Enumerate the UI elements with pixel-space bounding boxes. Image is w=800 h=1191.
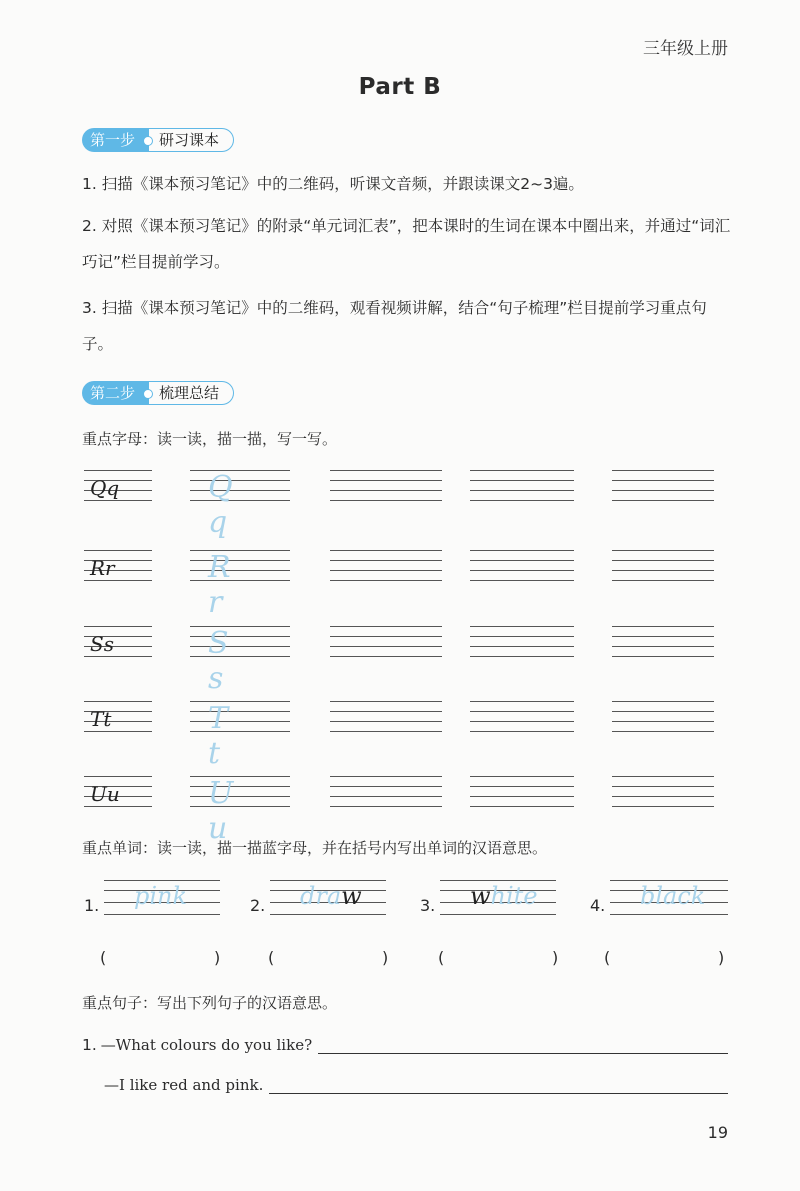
- ruling-line: [612, 721, 714, 722]
- word-number: 4.: [590, 896, 606, 915]
- ruling-line: [470, 490, 574, 491]
- ruling-line: [612, 560, 714, 561]
- step1-number: 第一步: [82, 128, 149, 152]
- letter-writing-box[interactable]: [330, 466, 442, 508]
- word-trace-text: [300, 882, 362, 910]
- step1-item-1: 1. 扫描《课本预习笔记》中的二维码，听课文音频，并跟读课文2~3遍。: [82, 175, 584, 193]
- ruling-line: [470, 500, 574, 501]
- ruling-line: [84, 731, 152, 732]
- ruling-line: [104, 880, 220, 881]
- ruling-line: [330, 560, 442, 561]
- letter-model-box: [84, 546, 152, 588]
- ruling-line: [470, 776, 574, 777]
- ruling-line: [84, 470, 152, 471]
- word-number: 1.: [84, 896, 100, 915]
- sentence-2: [104, 1076, 728, 1094]
- letter-writing-box[interactable]: [612, 546, 714, 588]
- ruling-line: [612, 626, 714, 627]
- ruling-line: [84, 626, 152, 627]
- word-traced-letters: dra: [300, 882, 342, 910]
- word-trace-box[interactable]: [610, 876, 728, 920]
- word-trace-text: [470, 882, 538, 910]
- ruling-line: [330, 711, 442, 712]
- words-heading: 重点单词：读一读，描一描蓝字母，并在括号内写出单词的汉语意思。: [82, 839, 548, 857]
- letter-writing-box[interactable]: [330, 772, 442, 814]
- sentence-1-answer-line[interactable]: [318, 1037, 728, 1054]
- sentence-1-text: —What colours do you like?: [100, 1036, 313, 1054]
- ruling-line: [470, 550, 574, 551]
- ruling-line: [470, 656, 574, 657]
- letter-trace-text: S s: [208, 626, 247, 696]
- ruling-line: [470, 646, 574, 647]
- paren-close-1: ): [214, 948, 221, 967]
- page-title: Part B: [358, 74, 442, 100]
- ruling-line: [330, 806, 442, 807]
- letter-model-box: [84, 466, 152, 508]
- step1-label: 研习课本: [149, 128, 234, 152]
- ruling-line: [470, 570, 574, 571]
- ruling-line: [330, 580, 442, 581]
- letter-trace-text: U u: [208, 776, 252, 846]
- ruling-line: [612, 490, 714, 491]
- ruling-line: [270, 880, 386, 881]
- letter-model-box: [84, 697, 152, 739]
- sentence-2-answer-line[interactable]: [269, 1077, 728, 1094]
- ruling-line: [330, 636, 442, 637]
- ruling-line: [610, 914, 728, 915]
- paren-open-2: (: [268, 948, 275, 967]
- ruling-line: [612, 711, 714, 712]
- ruling-line: [330, 480, 442, 481]
- ruling-line: [470, 470, 574, 471]
- ruling-line: [330, 796, 442, 797]
- ruling-line: [470, 480, 574, 481]
- word-number: 3.: [420, 896, 436, 915]
- word-written-letter: w: [470, 882, 491, 910]
- ruling-line: [84, 776, 152, 777]
- letter-writing-box[interactable]: [470, 546, 574, 588]
- ruling-line: [84, 500, 152, 501]
- letter-trace-box: [190, 546, 290, 620]
- letter-writing-box[interactable]: [612, 772, 714, 814]
- ruling-line: [470, 731, 574, 732]
- step2-badge: [82, 380, 234, 406]
- word-traced-letters: hite: [490, 882, 538, 910]
- letter-writing-box[interactable]: [330, 546, 442, 588]
- letter-writing-box[interactable]: [470, 697, 574, 739]
- sentences-heading: 重点句子：写出下列句子的汉语意思。: [82, 994, 338, 1012]
- ruling-line: [84, 701, 152, 702]
- letter-writing-box[interactable]: [470, 772, 574, 814]
- grade-label: 三年级上册: [643, 39, 728, 59]
- letter-writing-box[interactable]: [470, 622, 574, 664]
- letter-trace-text: T t: [208, 701, 247, 771]
- word-traced-letters: pink: [134, 882, 188, 910]
- ruling-line: [612, 776, 714, 777]
- ruling-line: [470, 636, 574, 637]
- ruling-line: [330, 776, 442, 777]
- ruling-line: [612, 570, 714, 571]
- letter-model-text: Rr: [90, 556, 115, 580]
- word-written-letter: w: [341, 882, 362, 910]
- word-trace-text: [134, 882, 187, 910]
- word-trace-box[interactable]: [440, 876, 556, 920]
- word-trace-box[interactable]: [104, 876, 220, 920]
- ruling-line: [330, 786, 442, 787]
- ruling-line: [612, 580, 714, 581]
- ruling-line: [84, 656, 152, 657]
- sentence-1-number: 1.: [82, 1036, 97, 1054]
- ruling-line: [440, 880, 556, 881]
- ruling-line: [270, 914, 386, 915]
- ruling-line: [610, 880, 728, 881]
- ruling-line: [330, 626, 442, 627]
- ruling-line: [330, 470, 442, 471]
- word-traced-letters: black: [640, 882, 706, 910]
- ruling-line: [612, 701, 714, 702]
- sentence-1: [82, 1036, 728, 1054]
- letter-writing-box[interactable]: [612, 466, 714, 508]
- ruling-line: [470, 711, 574, 712]
- word-trace-text: [640, 882, 705, 910]
- letter-model-text: Ss: [90, 632, 114, 656]
- letter-trace-box: [190, 772, 290, 846]
- ruling-line: [612, 550, 714, 551]
- ruling-line: [470, 786, 574, 787]
- ruling-line: [612, 500, 714, 501]
- letter-writing-box[interactable]: [470, 466, 574, 508]
- letter-writing-box[interactable]: [612, 622, 714, 664]
- step2-label: 梳理总结: [149, 381, 234, 405]
- ruling-line: [470, 701, 574, 702]
- letter-trace-box: [190, 622, 290, 696]
- ruling-line: [330, 570, 442, 571]
- ruling-line: [330, 656, 442, 657]
- paren-close-2: ): [382, 948, 389, 967]
- ruling-line: [330, 500, 442, 501]
- ruling-line: [612, 646, 714, 647]
- ruling-line: [330, 731, 442, 732]
- ruling-line: [470, 721, 574, 722]
- letter-trace-box: [190, 697, 290, 771]
- ruling-line: [470, 796, 574, 797]
- letter-trace-text: R r: [208, 550, 249, 620]
- ruling-line: [612, 656, 714, 657]
- letter-model-text: Qq: [90, 476, 120, 500]
- ruling-line: [470, 626, 574, 627]
- paren-open-4: (: [604, 948, 611, 967]
- ruling-line: [612, 480, 714, 481]
- ruling-line: [84, 580, 152, 581]
- ruling-line: [612, 731, 714, 732]
- letter-writing-box[interactable]: [330, 697, 442, 739]
- ruling-line: [330, 721, 442, 722]
- step1-item-3: 3. 扫描《课本预习笔记》中的二维码，观看视频讲解，结合“句子梳理”栏目提前学习重点句子。: [82, 299, 707, 353]
- paren-open-1: (: [100, 948, 107, 967]
- ruling-line: [612, 796, 714, 797]
- word-trace-box[interactable]: [270, 876, 386, 920]
- letter-writing-box[interactable]: [330, 622, 442, 664]
- ruling-line: [612, 636, 714, 637]
- letter-trace-box: [190, 466, 290, 540]
- letter-model-text: Uu: [90, 782, 120, 806]
- letter-model-box: [84, 622, 152, 664]
- ruling-line: [612, 470, 714, 471]
- ruling-line: [612, 786, 714, 787]
- ruling-line: [104, 914, 220, 915]
- letter-trace-text: Q q: [208, 470, 251, 540]
- ruling-line: [470, 560, 574, 561]
- ruling-line: [330, 490, 442, 491]
- paren-close-3: ): [552, 948, 559, 967]
- ruling-line: [330, 701, 442, 702]
- step2-number: 第二步: [82, 381, 149, 405]
- paren-open-3: (: [438, 948, 445, 967]
- step1-item-2: 2. 对照《课本预习笔记》的附录“单元词汇表”，把本课时的生词在课本中圈出来，并通过“词汇巧记”栏目提前学习。: [82, 217, 731, 271]
- letters-heading: 重点字母：读一读，描一描，写一写。: [82, 430, 338, 448]
- letter-writing-box[interactable]: [612, 697, 714, 739]
- ruling-line: [470, 806, 574, 807]
- letter-model-text: Tt: [90, 707, 112, 731]
- ruling-line: [84, 806, 152, 807]
- step1-badge: [82, 127, 234, 153]
- ruling-line: [330, 550, 442, 551]
- letter-model-box: [84, 772, 152, 814]
- sentence-2-text: —I like red and pink.: [104, 1076, 264, 1094]
- paren-close-4: ): [718, 948, 725, 967]
- ruling-line: [612, 806, 714, 807]
- ruling-line: [440, 914, 556, 915]
- ruling-line: [470, 580, 574, 581]
- page-number: 19: [707, 1123, 728, 1142]
- word-number: 2.: [250, 896, 266, 915]
- ruling-line: [84, 550, 152, 551]
- ruling-line: [330, 646, 442, 647]
